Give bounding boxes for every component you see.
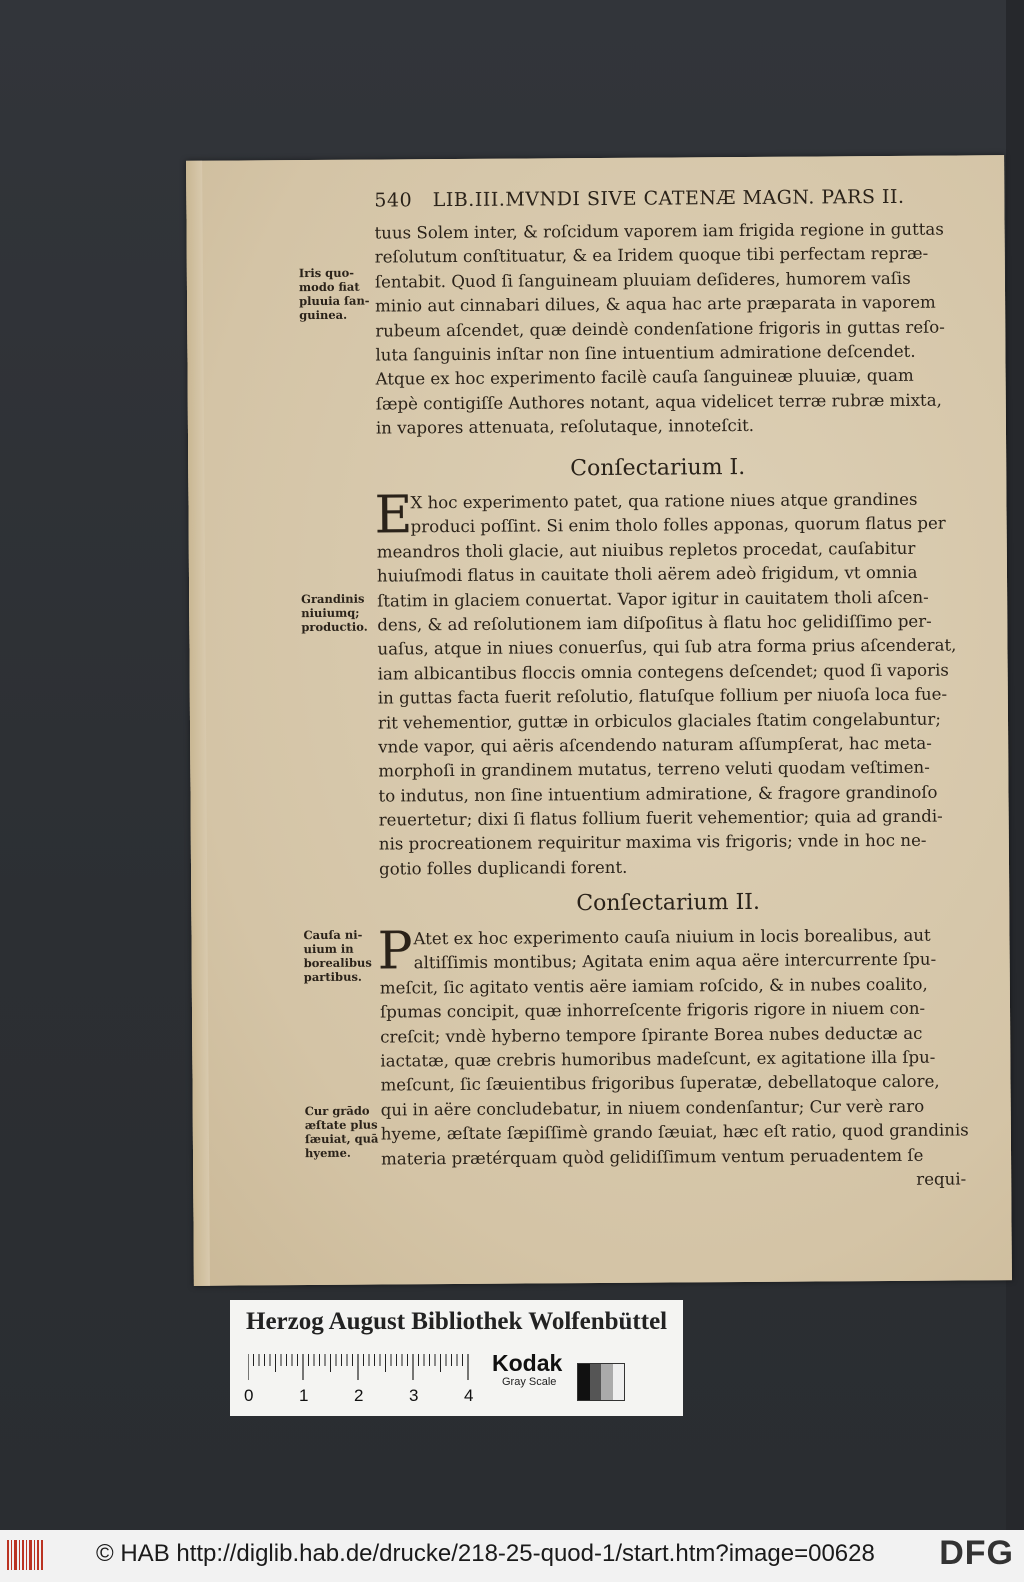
paragraph-block-2	[376, 487, 964, 881]
margin-note-line: æſtate plus	[304, 1117, 378, 1133]
barcode-icon	[6, 1536, 46, 1574]
page-number: 540	[374, 189, 413, 212]
text-line: ſentabit. Quod ſi ſanguineam pluuiam deſideres, humorem vaſis	[374, 268, 911, 292]
text-line: meſcunt, ſic ſæuientibus frigoribus ſuperatæ, debellatoque calore,	[380, 1071, 940, 1095]
text-line: minio aut cinnabari dilues, & aqua hac arte præparata in vaporem	[375, 292, 936, 316]
margin-note-line: Iris quo-	[298, 265, 355, 281]
text-line: altiſſimis montibus; Agitata enim aqua aëre intercurrente ſpu-	[413, 950, 937, 973]
text-line: meandros tholi glacie, aut niuibus repletos procedat, cauſabitur	[376, 538, 916, 562]
gray-scale-label: Gray Scale	[502, 1376, 557, 1388]
margin-note-causa	[303, 928, 381, 985]
margin-note-line: hyeme.	[304, 1145, 351, 1161]
book-page	[186, 155, 1012, 1286]
ruler-label: 0	[244, 1386, 254, 1405]
margin-note-grandinis	[301, 592, 379, 635]
text-line: rit vehementior, guttæ in orbiculos glaciales ſtatim congelabuntur;	[377, 709, 941, 733]
text-line: iam albicantibus floccis omnia contegens deſcendet; quod ſi vaporis	[377, 660, 949, 684]
copyright-url[interactable]: © HAB http://diglib.hab.de/drucke/218-25-quod-1/start.htm?image=00628	[96, 1540, 875, 1567]
text-line: morphoſi in grandinem mutatus, terreno veluti quodam veſtimen-	[378, 757, 930, 781]
margin-note-line: niuiumq;	[301, 605, 360, 621]
ruler-label: 2	[354, 1386, 364, 1405]
gray-patch	[578, 1364, 590, 1400]
text-line: dens, & ad reſolutionem iam diſpoſitus à flatu hoc gelidiſſimo per-	[377, 611, 932, 635]
margin-note-line: guinea.	[299, 307, 348, 323]
margin-note-line: Cauſa ni-	[303, 927, 363, 943]
text-line: ſpumas concipit, quæ inhorreſcente frigoris rigore in niuem con-	[379, 998, 926, 1022]
text-line: in guttas facta fuerit reſolutio, flatuſque follium per niuoſa loca fue-	[377, 684, 948, 708]
text-line: rubeum aſcendet, quæ deindè condenſatione frigoris in guttas reſo-	[375, 317, 945, 341]
text-line: nis procreationem requiritur maxima vis frigoris; vnde in hoc ne-	[378, 831, 927, 855]
text-line: to indutus, non ſine intuentium admiratione, & fragore grandinoſo	[378, 782, 938, 806]
paragraph-block-3	[379, 923, 969, 1195]
ruler-label: 4	[464, 1386, 474, 1405]
section-heading-1: Conſectarium I.	[570, 454, 746, 482]
margin-note-cur	[305, 1104, 383, 1161]
text-line: ſæpè contigiſſe Authores notant, aqua videlicet terræ rubræ mixta,	[375, 390, 942, 414]
scan-edge-strip	[1006, 0, 1024, 1530]
text-line: Atet ex hoc experimento cauſa niuium in locis borealibus, aut	[413, 925, 931, 949]
ruler	[248, 1352, 474, 1382]
library-name: Herzog August Bibliothek Wolfenbüttel	[246, 1308, 668, 1335]
text-line: gotio folles duplicandi forent.	[378, 857, 628, 879]
section-heading-2: Conſectarium II.	[576, 889, 761, 917]
margin-note-line: pluuia ſan-	[299, 293, 370, 309]
text-line: in vapores attenuata, reſolutaque, innoteſcit.	[375, 416, 755, 438]
gray-patch	[613, 1364, 625, 1400]
margin-note-line: productio.	[301, 619, 368, 635]
gray-patch	[590, 1364, 602, 1400]
margin-note-line: Cur grādo	[304, 1103, 370, 1119]
running-title: LIB.III.MVNDI SIVE CATENÆ MAGN. PARS II.	[432, 185, 905, 212]
text-line: X hoc experimento patet, qua ratione niues atque grandines	[410, 489, 918, 513]
dfg-logo: DFG	[939, 1534, 1014, 1572]
text-line: tuus Solem inter, & roſcidum vaporem iam frigida regione in guttas	[374, 219, 944, 243]
text-line: reſolutum conſtituatur, & ea Iridem quoque tibi perfectam repræ-	[374, 244, 929, 267]
margin-note-line: Grandinis	[301, 591, 365, 607]
text-line: ſtatim in glaciem conuertat. Vapor igitur in cauitatem tholi aſcen-	[377, 587, 929, 611]
margin-note-line: borealibus	[303, 955, 372, 971]
gray-scale-patches	[577, 1363, 625, 1401]
paragraph-block-1	[375, 217, 962, 441]
margin-note-iris	[299, 266, 377, 323]
gray-patch	[601, 1364, 613, 1400]
text-line: materia prætérquam quòd gelidiſſimum ventum peruadentem ſe	[380, 1145, 924, 1169]
text-line: huiuſmodi flatus in cauitate tholi aërem adeò frigidum, vt omnia	[376, 562, 918, 586]
catchword: requi-	[916, 1169, 967, 1189]
text-line: Atque ex hoc experimento facilè cauſa ſanguineæ pluuiæ, quam	[375, 366, 914, 389]
text-line: qui in aëre concludebatur, in niuem condenſantur; Cur verè raro	[380, 1096, 925, 1120]
page-header	[374, 186, 904, 212]
margin-note-line: modo fiat	[298, 279, 360, 295]
text-line: creſcit; vndè hyberno tempore ſpirante Borea nubes deductæ ac	[380, 1023, 923, 1047]
text-line: reuertetur; dixi ſi flatus follium fuerit vehementior; quia ad grandi-	[378, 806, 943, 830]
kodak-brand: Kodak	[492, 1350, 563, 1376]
margin-note-line: uium in	[303, 941, 354, 957]
text-line: hyeme, æſtate ſæpiſſimè grando ſæuiat, hæc eſt ratio, quod grandinis	[380, 1120, 969, 1144]
text-line: uaſus, atque in niues conuerſus, qui ſub atra forma prius aſcenderat,	[377, 635, 957, 659]
text-line: meſcit, ſic agitato ventis aëre iamiam roſcido, & in nubes coalito,	[379, 974, 928, 998]
text-line: vnde vapor, qui aëris aſcendendo naturam aſſumpſerat, hac meta-	[378, 733, 932, 757]
margin-note-line: ſæuiat, quā	[304, 1131, 379, 1147]
ruler-label: 1	[299, 1386, 309, 1405]
drop-cap-2: P	[377, 921, 413, 982]
text-line: luta ſanguinis inſtar non ſine intuentium admiratione deſcendet.	[375, 341, 916, 365]
ruler-label: 3	[409, 1386, 419, 1405]
margin-note-line: partibus.	[303, 969, 362, 985]
drop-cap-1: E	[374, 485, 413, 546]
text-line: produci poſſint. Si enim tholo folles apponas, quorum flatus per	[410, 513, 946, 537]
color-scale-card	[230, 1300, 683, 1416]
footer-bar	[0, 1530, 1024, 1582]
text-line: iactatæ, quæ crebris humoribus madeſcunt, ex agitatione illa ſpu-	[380, 1047, 936, 1071]
